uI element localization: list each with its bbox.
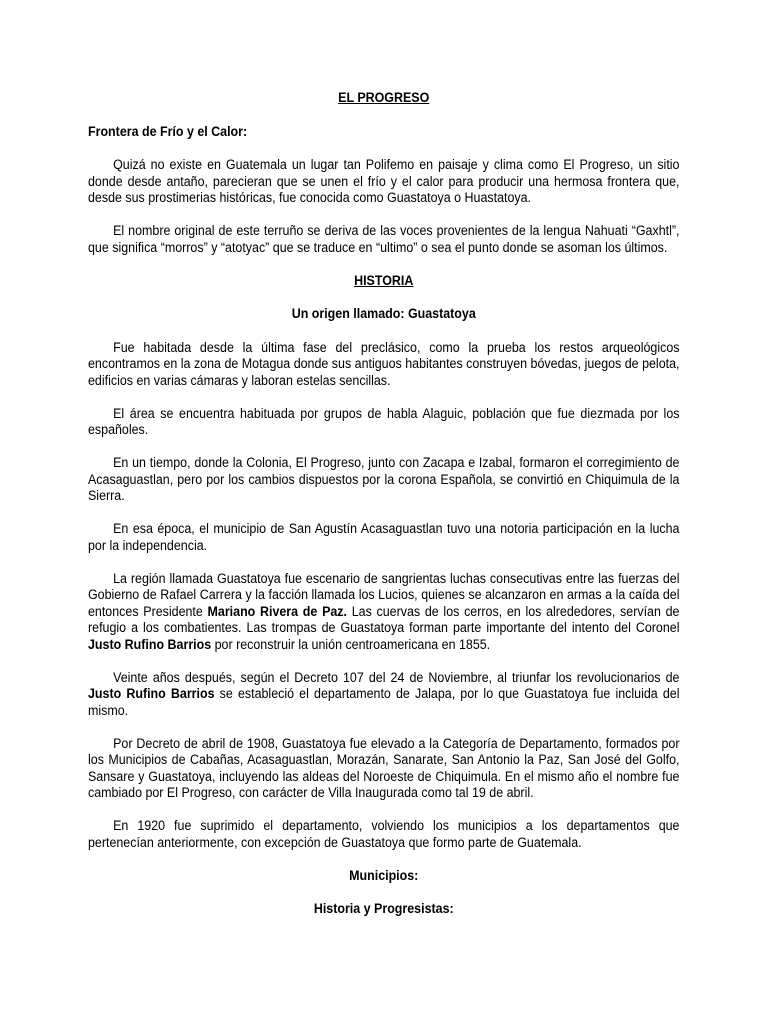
historia-paragraph-2: El área se encuentra habituada por grupos de habla Alaguic, población que fue diezmada por los españoles.: [88, 405, 680, 437]
municipios-heading: Municipios:: [349, 867, 419, 883]
document-title: EL PROGRESO: [338, 90, 430, 105]
p5-bold-name-2: Justo Rufino Barrios: [88, 636, 212, 652]
historia-paragraph-7: Por Decreto de abril de 1908, Guastatoya fue elevado a la Categoría de Departamento, formados por los Municipios de Cabañas, Acasaguastlan, Morazán, Sanarate, San Antonio la Paz, San José del Golfo, Sansare y Guastatoya, incluyendo las aldeas del Noroeste de Chiquimula. En el mismo año el nombre fue cambiado por El Progreso, con carácter de Villa Inaugurada como tal 19 de abril.: [88, 735, 680, 800]
p6-text-c: se estableció el departamento de Jalapa, por lo que Guastatoya fue incluida del mismo.: [88, 686, 680, 718]
historia-subheading: Un origen llamado: Guastatoya: [291, 306, 476, 321]
p5-text-c: Las cuervas de los cerros, en los alrededores, servían de refugio a los combatientes. Las trompas de Guastatoya forman parte importante del intento del Coronel: [88, 603, 680, 635]
p6-text-a: Veinte años después, según el Decreto 107 del 24 de Noviembre, al triunfar los revolucionarios de: [113, 669, 680, 685]
intro-paragraph-1: Quizá no existe en Guatemala un lugar tan Polifemo en paisaje y clima como El Progreso, un sitio donde desde antaño, parecieran que se unen el frío y el calor para producir una hermosa frontera que, desde sus prostimerias históricas, fue conocida como Guastatoya o Huastatoya.: [88, 157, 680, 205]
historia-paragraph-4: En esa época, el municipio de San Agustín Acasaguastlan tuvo una notoria participación en la lucha por la independencia.: [88, 521, 680, 553]
historia-progresistas-heading: Historia y Progresistas:: [313, 901, 454, 916]
historia-heading: HISTORIA: [354, 272, 414, 288]
historia-paragraph-6: [88, 670, 679, 720]
historia-paragraph-3: En un tiempo, donde la Colonia, El Progreso, junto con Zacapa e Izabal, formaron el corregimiento de Acasaguastlan, pero por los cambios dispuestos por la corona Española, se convirtió en Chiquimula de la Sierra.: [88, 455, 680, 503]
document-page: [88, 90, 679, 935]
historia-paragraph-8: En 1920 fue suprimido el departamento, volviendo los municipios a los departamentos que pertenecían anteriormente, con excepción de Guastatoya que formo parte de Guatemala.: [88, 818, 680, 850]
p5-text-a: La región llamada Guastatoya fue escenario de sangrientas luchas consecutivas entre las fuerzas del Gobierno de Rafael Carrera y la facción llamada los Lucios, quienes se alcanzaron en armas a la caída del entonces Presidente: [88, 570, 680, 619]
p6-bold-name: Justo Rufino Barrios: [88, 686, 215, 701]
historia-paragraph-5: [88, 571, 679, 654]
intro-paragraph-2: El nombre original de este terruño se deriva de las voces provenientes de la lengua Nahuati “Gaxhtl”, que significa “morros” y “atotyac” que se traduce en “ultimo” o sea el punto donde se asoman los últimos.: [88, 223, 680, 255]
historia-paragraph-1: Fue habitada desde la última fase del preclásico, como la prueba los restos arqueológicos encontramos en la zona de Motagua donde sus antiguos habitantes construyen bóvedas, juegos de pelota, edificios en varias cámaras y laboran estelas sencillas.: [88, 339, 680, 388]
p5-bold-name-1: Mariano Rivera de Paz.: [207, 603, 347, 619]
section-subtitle: Frontera de Frío y el Calor:: [88, 123, 248, 139]
p5-text-e: por reconstruir la unión centroamericana en 1855.: [211, 636, 491, 652]
